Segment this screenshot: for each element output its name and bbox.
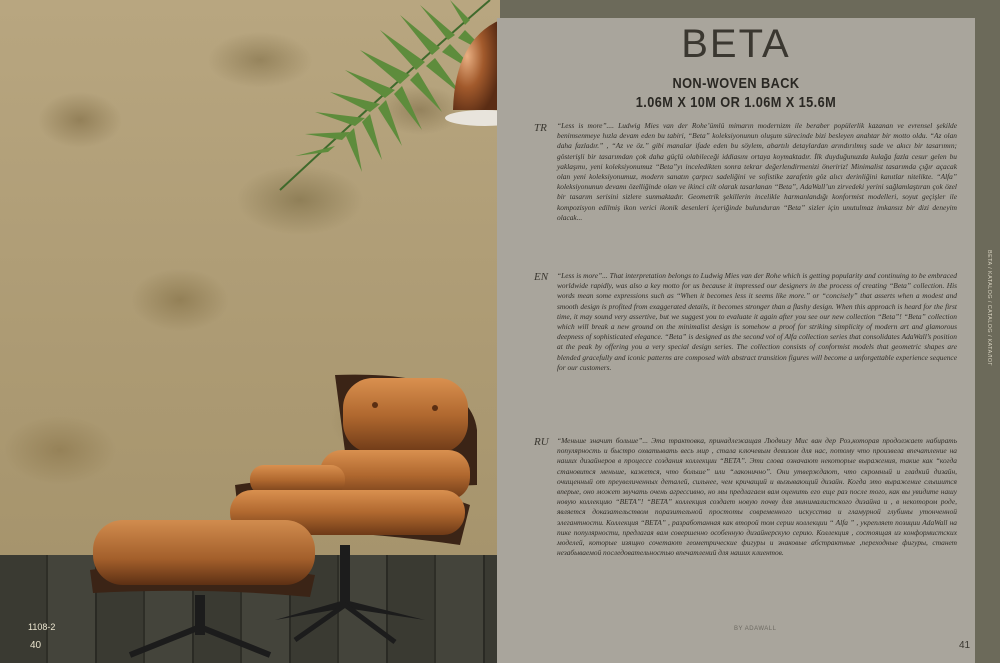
language-label-ru: RU: [534, 436, 549, 448]
spine-text: BETA / KATALOG / CATALOG / КАТАЛОГ: [986, 250, 992, 366]
collection-subtitle: NON-WOVEN BACK: [672, 75, 800, 92]
description-tr: “Less is more”.... Ludwig Mies van der Rohe’ümlü mimarın modernizm ile beraber popülerlik kazanan ve evrensel şekilde benimsenmeye hızla devam eden bu tabiri, “Beta” koleksiyonunun oluşum sürecinde bizi besleyen anahtar bir motto oldu. “Az olan daha fazladır.” , “Az ve öz.” gibi manalar ifade eden bu söylem, abartılı detaylardan arındırılmış sade ve akıcı bir tasarımın; gösterişli bir tasarımdan çok daha güçlü olabileceği iddiasını ortaya koymaktadır. İlk duyduğunuzda kulağa fazla cesur gelen bu yaklaşımı, yeni koleksiyonumuz “Beta”yı inceledikten sonra tekrar değerlendirmenizi öneririz! Minimalist tasarımda çığır açacak olan yeni koleksiyonumuz, modern sanatın çarpıcı sadeliğini ve sofistike zarafetin göz alıcı derinliğini kanıtlar nitelikte. “Alfa” koleksiyonunun devamı özelliğinde olan ve ikinci cilt olarak tasarlanan “Beta”, AdaWall’un zirvedeki yerini sağlamlaştıran çok özel bir tasarım serisini sizlere sunmaktadır. Geometrik şekillerin incelikle harmanlandığı konformist modelleri, soyut geçişler ile kompozisyon edilmiş ikon verici ikonik desenleri içeriğinde bulunduran “Beta” sizler için unutulmaz imkansız bir dizi deneyim olacak...: [557, 121, 957, 222]
language-label-en: EN: [534, 271, 549, 283]
page-number-left: 40: [30, 640, 42, 651]
brand-mark: BY ADAWALL: [734, 626, 777, 632]
description-ru: “Меньше значит больше”... Эта трактовка, принадлежащая Людвигу Мис ван дер Роэ,которая продолжает набирать популярность и быстро охватывать весь мир , стала ключевым девизом для нас, потому что произвела впечатление на наших дизайнеров в процессе создания коллекции “BETA”. Эти слова означают некоторые выражения, такие как “когда становится меньше, кажется, что больше” или “лаконично”. Они утверждают, что скромный и гладкий дизайн, очищенный от преувеличенных деталей, сильнее, чем кричащий и вызывающий дизайн. Когда это выражение слышится вперые, оно может звучать очень агрессивно, но мы предлагаем вам оценить его еще раз после того, как вы увидите нашу новую коллекцию “BETA”! “BETA” коллекция создает новую почву для минималистского дизайна и , в некотором роде, является доказательством поразительной простоты современного искусства и гламурной глубины утонченной элегантности. Коллекция “BETA” , разработанная как второй том серии коллекции “ Alfa ” , укрепляет позиции AdaWall на пике популярности, предлагая вам совершенно особенную дизайнерскую серию. Коллекция , состоящая из конформистских моделей, которые изящно сочетают геометрические фигуры и знаковые абстрактные ,переходные фигуры, станет незабываемой последовательностью впечатлений для наших клиентов.: [557, 436, 957, 558]
language-label-tr: TR: [534, 122, 547, 134]
product-code: 1108-2: [28, 622, 56, 632]
description-en: “Less is more”... That interpretation belongs to Ludwig Mies van der Rohe which is getting popularity and continuing to be embraced worldwide rapidly, was also a key motto for us because it impressed our designers in the process of creating “Beta” collection. His words mean some expressions such as “When it becomes less it seems like more.” or “concisely” that asserts when a modest and smooth design is profited from exaggerated details, it becomes stronger than a flashy design. When this approach is heard for the first time, it may sound very assertive, but we suggest you to evaluate it again after you see our new collection “Beta”! “Beta” collection which will break a new ground on the minimalist design is somehow a proof for striking simplicity of modern art and glamorous deepness of sophisticated elegance. “Beta” is designed as the second vol of Alfa collection series that consolidates AdaWall’s position at the peak by offering you a very special design series. The collection consists of conformist models that geometric shapes are blended gracefully and iconic patterns are composed with abstract transition figures will become a unforgettable experience sequence for our customers.: [557, 271, 957, 372]
spine-label: [982, 250, 996, 390]
page-number-right: 41: [959, 640, 971, 651]
collection-title: BETA: [681, 22, 791, 66]
ottoman-icon: [85, 515, 320, 663]
roll-dimensions: 1.06M X 10M OR 1.06M X 15.6M: [635, 94, 837, 111]
pendant-lamp-icon: [445, 0, 500, 135]
right-text-page: [497, 18, 975, 663]
